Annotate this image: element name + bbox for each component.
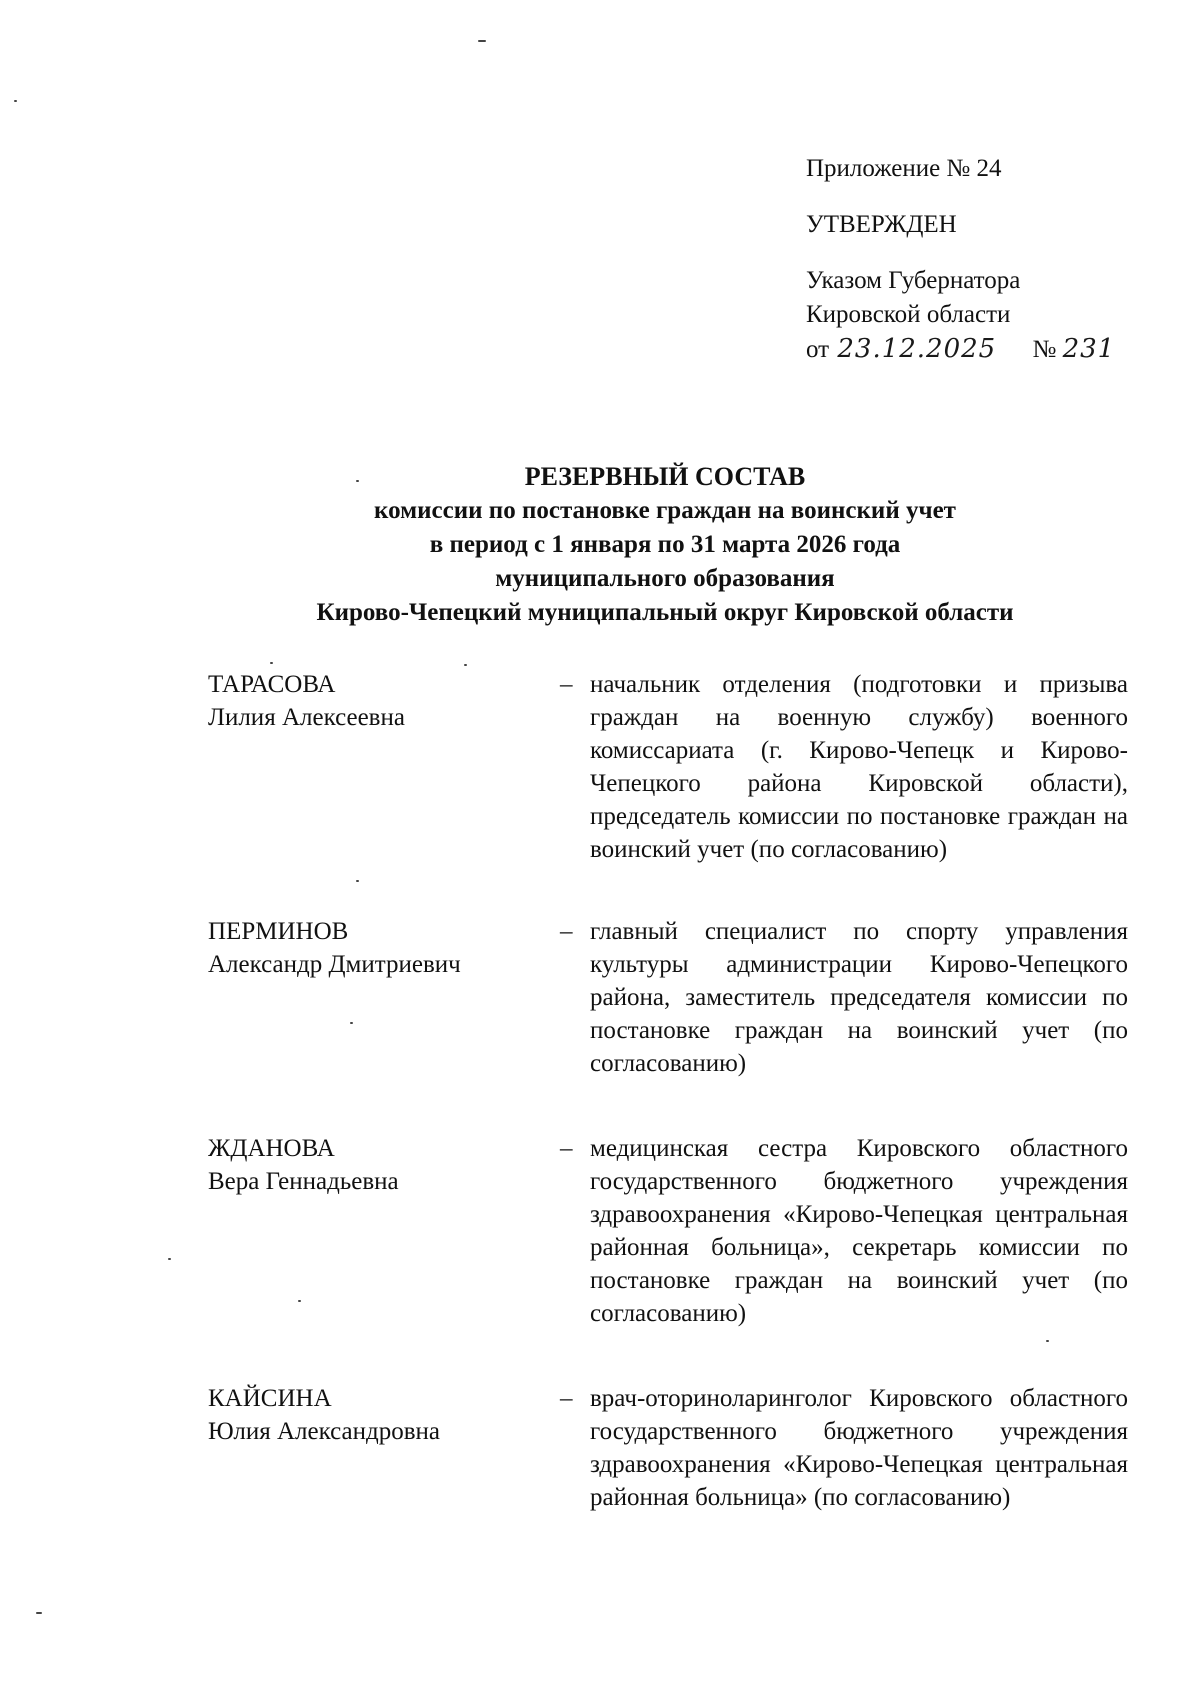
scan-speck	[356, 880, 359, 882]
scan-speck	[168, 1258, 171, 1260]
member-name	[208, 915, 548, 981]
scan-speck	[14, 100, 17, 102]
member-given-names: Александр Дмитриевич	[208, 951, 461, 978]
member-name	[208, 1382, 548, 1448]
title-line-2: комиссии по постановке граждан на воинский учет	[374, 497, 956, 524]
scan-speck	[350, 1022, 353, 1024]
scan-speck	[36, 1612, 42, 1614]
scan-speck	[298, 1300, 301, 1302]
member-surname: КАЙСИНА	[208, 1385, 332, 1412]
member-name	[208, 1132, 548, 1198]
member-entry	[208, 668, 1128, 866]
dash-separator: –	[560, 1385, 573, 1412]
scan-speck	[270, 662, 273, 664]
member-given-names: Юлия Александровна	[208, 1418, 440, 1445]
member-description: врач-оториноларинголог Кировского областного государственного бюджетного учреждения здравоохранения «Кирово-Чепецкая центральная районная больница» (по согласованию)	[590, 1385, 1128, 1511]
title-line-1: РЕЗЕРВНЫЙ СОСТАВ	[524, 462, 806, 491]
document-title	[150, 460, 1180, 630]
member-surname: ЖДАНОВА	[208, 1135, 335, 1162]
member-description: начальник отделения (подготовки и призыва граждан на военную службу) военного комиссариата (г. Кирово-Чепецк и Кирово-Чепецкого района Кировской области), председатель комиссии по постановке граждан на воинский учет (по согласованию)	[590, 671, 1128, 863]
decree-date-line	[806, 332, 1115, 367]
number-label: №	[1032, 336, 1057, 363]
member-name	[208, 668, 548, 734]
title-line-5: Кирово-Чепецкий муниципальный округ Кировской области	[316, 599, 1014, 626]
dash-separator: –	[560, 1135, 573, 1162]
member-surname: ПЕРМИНОВ	[208, 918, 349, 945]
member-given-names: Вера Геннадьевна	[208, 1168, 399, 1195]
decree-line-1: Указом Губернатора	[806, 267, 1021, 294]
member-given-names: Лилия Алексеевна	[208, 704, 405, 731]
scan-speck	[1046, 1340, 1049, 1342]
title-line-3: в период с 1 января по 31 марта 2026 года	[429, 531, 901, 558]
dash-separator: –	[560, 671, 573, 698]
scan-speck	[478, 40, 486, 42]
scan-speck	[356, 480, 359, 482]
decree-number: 231	[1062, 334, 1116, 364]
title-line-4: муниципального образования	[495, 565, 835, 592]
decree-line-2: Кировской области	[806, 301, 1011, 328]
from-label: от	[806, 336, 830, 363]
dash-separator: –	[560, 918, 573, 945]
decree-date: 23.12.2025	[837, 334, 997, 364]
scan-speck	[464, 664, 467, 666]
member-entry	[208, 1382, 1128, 1514]
member-entry	[208, 1132, 1128, 1330]
member-entry	[208, 915, 1128, 1080]
member-description: главный специалист по спорту управления культуры администрации Кирово-Чепецкого района, заместитель председателя комиссии по постановке граждан на воинский учет (по согласованию)	[590, 918, 1128, 1077]
appendix-label: Приложение № 24	[806, 155, 1002, 182]
approved-label: УТВЕРЖДЕН	[806, 211, 957, 238]
member-description: медицинская сестра Кировского областного государственного бюджетного учреждения здравоохранения «Кирово-Чепецкая центральная районная больница», секретарь комиссии по постановке граждан на воинский учет (по согласованию)	[590, 1135, 1128, 1327]
approval-block	[806, 152, 1115, 367]
member-surname: ТАРАСОВА	[208, 671, 336, 698]
member-list	[208, 668, 1128, 1514]
